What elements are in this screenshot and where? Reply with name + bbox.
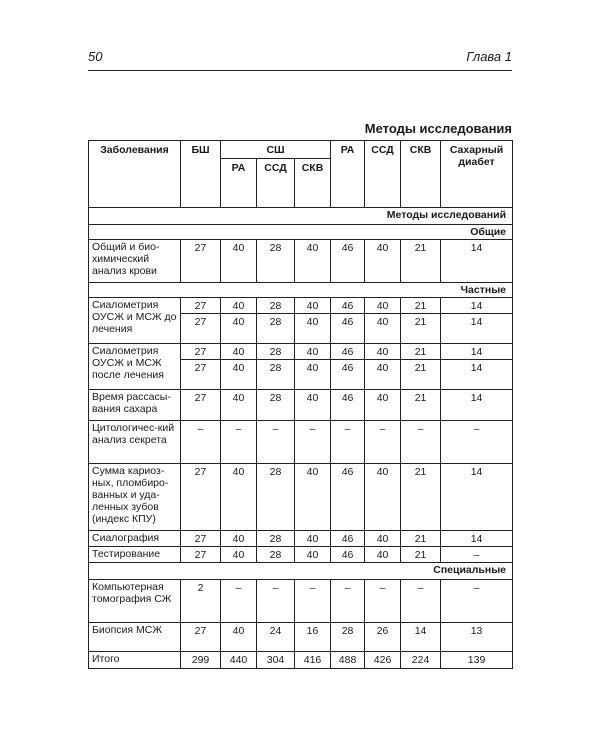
- col-ssd2: ССД: [365, 141, 401, 208]
- cell: 28: [257, 531, 295, 547]
- cell: 28: [257, 390, 295, 421]
- col-skv2: СКВ: [401, 141, 441, 208]
- cell: –: [181, 421, 221, 464]
- cell: 21: [401, 464, 441, 531]
- cell: 40: [295, 344, 331, 360]
- cell: –: [365, 580, 401, 623]
- row-disease: Сумма кариоз-ных, пломбиро-ванных и уда-ленных зубов (индекс КПУ): [89, 464, 181, 531]
- cell: –: [295, 580, 331, 623]
- col-skv1: СКВ: [295, 159, 331, 208]
- cell: 14: [441, 314, 513, 344]
- section-general: Общие: [89, 225, 513, 240]
- cell: 40: [365, 547, 401, 563]
- col-diabetes: Сахарный диабет: [441, 141, 513, 208]
- cell: 21: [401, 314, 441, 344]
- cell: 40: [221, 314, 257, 344]
- cell: –: [365, 421, 401, 464]
- table-row: [89, 623, 513, 652]
- row-disease: Сиалометрия ОУСЖ и МСЖ после лечения: [89, 344, 181, 390]
- cell: –: [221, 421, 257, 464]
- cell: 40: [365, 360, 401, 390]
- cell: 46: [331, 314, 365, 344]
- cell: 40: [295, 464, 331, 531]
- cell: 28: [257, 240, 295, 283]
- cell: 40: [221, 240, 257, 283]
- cell: 27: [181, 623, 221, 652]
- cell: 40: [221, 344, 257, 360]
- table-row: [89, 344, 513, 360]
- cell: 27: [181, 390, 221, 421]
- row-disease: Сиалометрия ОУСЖ и МСЖ до лечения: [89, 298, 181, 344]
- cell: 40: [295, 531, 331, 547]
- cell: 40: [221, 390, 257, 421]
- row-disease: Итого: [89, 652, 181, 669]
- cell: 14: [401, 623, 441, 652]
- cell: 27: [181, 464, 221, 531]
- cell: –: [441, 421, 513, 464]
- cell: 14: [441, 240, 513, 283]
- table-row: [89, 547, 513, 563]
- cell: 40: [365, 531, 401, 547]
- cell: 40: [221, 464, 257, 531]
- cell: 46: [331, 531, 365, 547]
- cell: 14: [441, 360, 513, 390]
- row-disease: Время рассасы-вания сахара: [89, 390, 181, 421]
- cell: 46: [331, 390, 365, 421]
- section-methods: Методы исследований: [89, 208, 513, 225]
- cell: 416: [295, 652, 331, 669]
- cell: 24: [257, 623, 295, 652]
- cell: 26: [365, 623, 401, 652]
- cell: 40: [295, 360, 331, 390]
- col-ssd1: ССД: [257, 159, 295, 208]
- cell: 27: [181, 547, 221, 563]
- cell: 40: [221, 298, 257, 314]
- row-disease: Сиалография: [89, 531, 181, 547]
- cell: 46: [331, 240, 365, 283]
- cell: 28: [257, 360, 295, 390]
- cell: 28: [257, 464, 295, 531]
- cell: 21: [401, 344, 441, 360]
- row-disease: Общий и био-химический анализ крови: [89, 240, 181, 283]
- cell: 21: [401, 360, 441, 390]
- col-bsh: БШ: [181, 141, 221, 208]
- cell: 40: [365, 298, 401, 314]
- cell: –: [331, 421, 365, 464]
- cell: 40: [365, 344, 401, 360]
- table-row: [89, 421, 513, 464]
- cell: 46: [331, 360, 365, 390]
- row-disease: Тестирование: [89, 547, 181, 563]
- cell: 27: [181, 314, 221, 344]
- header-row-1: [89, 141, 513, 159]
- cell: 40: [295, 298, 331, 314]
- cell: 21: [401, 531, 441, 547]
- cell: 13: [441, 623, 513, 652]
- cell: 28: [331, 623, 365, 652]
- col-ra2: РА: [331, 141, 365, 208]
- cell: 27: [181, 298, 221, 314]
- cell: 40: [295, 240, 331, 283]
- table-row: [89, 240, 513, 283]
- cell: 21: [401, 240, 441, 283]
- table-row: [89, 531, 513, 547]
- row-disease: Биопсия МСЖ: [89, 623, 181, 652]
- cell: –: [441, 580, 513, 623]
- cell: 27: [181, 360, 221, 390]
- cell: 299: [181, 652, 221, 669]
- cell: 27: [181, 240, 221, 283]
- cell: –: [331, 580, 365, 623]
- cell: 40: [365, 240, 401, 283]
- cell: 27: [181, 344, 221, 360]
- cell: 27: [181, 531, 221, 547]
- cell: 40: [295, 390, 331, 421]
- total-row: [89, 652, 513, 669]
- cell: –: [221, 580, 257, 623]
- cell: 40: [221, 623, 257, 652]
- cell: 40: [365, 314, 401, 344]
- cell: 304: [257, 652, 295, 669]
- cell: 2: [181, 580, 221, 623]
- cell: 28: [257, 314, 295, 344]
- cell: –: [257, 580, 295, 623]
- cell: 28: [257, 547, 295, 563]
- cell: 488: [331, 652, 365, 669]
- cell: 40: [295, 314, 331, 344]
- col-ra1: РА: [221, 159, 257, 208]
- cell: 21: [401, 298, 441, 314]
- methods-table: [88, 140, 513, 669]
- cell: 40: [365, 390, 401, 421]
- cell: 28: [257, 298, 295, 314]
- cell: –: [257, 421, 295, 464]
- cell: 46: [331, 547, 365, 563]
- cell: 46: [331, 298, 365, 314]
- cell: –: [295, 421, 331, 464]
- cell: 440: [221, 652, 257, 669]
- cell: 16: [295, 623, 331, 652]
- cell: 40: [221, 547, 257, 563]
- cell: 139: [441, 652, 513, 669]
- table-row: [89, 580, 513, 623]
- section-private: Частные: [89, 283, 513, 298]
- chapter-title: Глава 1: [466, 49, 512, 64]
- table-row: [89, 298, 513, 314]
- cell: 40: [295, 547, 331, 563]
- cell: 14: [441, 298, 513, 314]
- header-rule: [88, 70, 512, 71]
- table-row: [89, 464, 513, 531]
- cell: 14: [441, 464, 513, 531]
- row-disease: Цитологичес-кий анализ секрета: [89, 421, 181, 464]
- cell: 46: [331, 464, 365, 531]
- section-special: Специальные: [89, 563, 513, 580]
- cell: 28: [257, 344, 295, 360]
- cell: 46: [331, 344, 365, 360]
- table-row: [89, 390, 513, 421]
- cell: 14: [441, 531, 513, 547]
- cell: 14: [441, 390, 513, 421]
- cell: –: [441, 547, 513, 563]
- page-number: 50: [88, 49, 103, 64]
- cell: 21: [401, 390, 441, 421]
- col-disease: Заболевания: [89, 141, 181, 208]
- cell: 224: [401, 652, 441, 669]
- cell: 426: [365, 652, 401, 669]
- cell: –: [401, 421, 441, 464]
- col-ssh: СШ: [221, 141, 331, 159]
- cell: 40: [221, 531, 257, 547]
- cell: 14: [441, 344, 513, 360]
- row-disease: Компьютерная томография СЖ: [89, 580, 181, 623]
- cell: 21: [401, 547, 441, 563]
- cell: 40: [221, 360, 257, 390]
- table-caption: Методы исследования: [364, 121, 512, 136]
- cell: –: [401, 580, 441, 623]
- cell: 40: [365, 464, 401, 531]
